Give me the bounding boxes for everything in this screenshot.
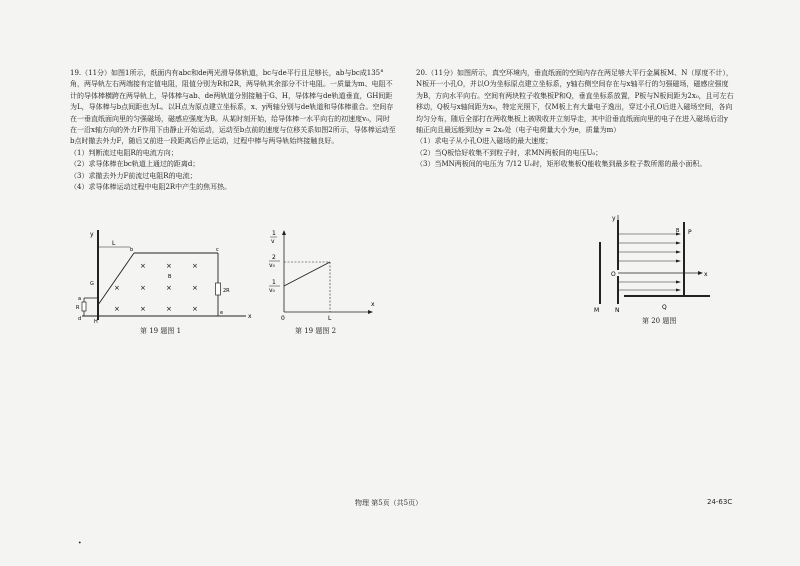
question-19-stem: 19.（11分）如图1所示，纸面内有abc和de两光滑导体轨道，bc与de平行且足够长，ab与bc成135°角，两导轨左右两端接有定值电阻，阻值分别为R和2R，两导轨其余部分不计电阻。一质量为m、电阻不计的导体棒横跨在两导轨上，导体棒与ab、de两轨道分别接触于G、H，导体棒与de轨道垂直，GH间距为L，导体棒与b点间距也为L。以H点为原点建立坐标系，x、y两轴分别与de轨道和导体棒重合。空间存在一垂直纸面向里的匀强磁场，磁感应强度为B。从某时刻开始，给导体棒一水平向右的初速度v₀，同时在一沿x轴方向的外力F作用下由静止开始运动，运动至b点前的速度与位移关系如图2所示，导体棒运动至b点时撤去外力F，随后又前进一段距离后停止运动，过程中棒与两导轨始终接触良好。 — [70, 69, 396, 146]
fig20-label-y: y — [612, 215, 616, 222]
fig1-label-d: d — [78, 316, 82, 322]
fig1-label-e: e — [220, 310, 224, 316]
question-20-part-3: （3）当MN两板间的电压为 7/12 U₀时，矩形收集板Q能收集到最多粒子数所需的最小面积。 — [416, 160, 707, 169]
question-20-part-2: （2）当Q板恰好收集不到粒子时，求MN两板间的电压U₀； — [416, 148, 603, 157]
fig2-yaxis-den: v — [271, 238, 275, 245]
figure-19-1-caption: 第 19 题图 1 — [140, 327, 182, 335]
fig2-yaxis-num: 1 — [272, 230, 276, 237]
fig1-label-a: a — [78, 296, 82, 302]
question-20 — [416, 68, 734, 171]
fig1-label-b: b — [130, 247, 134, 253]
fig20-label-P: P — [688, 229, 692, 236]
question-20-part-1: （1）求电子从小孔O进入磁场的最大速度； — [416, 137, 553, 146]
fig2-upper-num: 2 — [272, 254, 276, 261]
fig1-label-G: G — [90, 281, 94, 287]
fig1-label-c: c — [216, 247, 219, 253]
fig1-field-cross: × — [192, 262, 198, 270]
question-19-part-1: （1）判断流过电阻R的电流方向； — [70, 148, 178, 157]
fig1-label-x: x — [248, 313, 252, 320]
fig20-field-arrow — [676, 289, 681, 292]
page-footer: 物理 第5页（共5页） — [355, 499, 423, 507]
figure-19-2-caption: 第 19 题图 2 — [295, 327, 337, 335]
fig20-field-arrow — [676, 242, 681, 245]
fig1-field-cross: × — [114, 305, 120, 313]
corner-dot: • — [78, 540, 82, 547]
question-19-part-2: （2）求导体棒在bc轨道上通过的距离d； — [70, 160, 200, 169]
fig1-resistor-2R — [216, 283, 221, 295]
fig2-origin: 0 — [281, 315, 285, 322]
fig1-label-L: L — [112, 240, 116, 247]
fig1-rail-ab — [98, 253, 134, 305]
fig20-field-arrow — [676, 281, 681, 284]
fig1-label-H: H — [94, 319, 98, 325]
figure-19-2 — [268, 228, 378, 324]
fig20-label-O: O — [611, 271, 616, 278]
fig20-field-arrow — [676, 260, 681, 263]
fig1-label-y: y — [90, 231, 94, 238]
fig1-label-B: B — [168, 274, 172, 280]
fig2-lower-num: 1 — [272, 279, 276, 286]
fig1-field-cross: × — [140, 305, 146, 313]
fig1-field-cross: × — [166, 262, 172, 270]
fig20-label-N: N — [615, 307, 620, 314]
fig2-data-line — [284, 262, 330, 286]
question-20-stem: 20.（11分）如图所示，真空环境内，垂直纸面的空间内存在两足够大平行金属板M、N（厚度不计），N板开一小孔O，并以O为坐标原点建立坐标系，y轴右侧空间存在与x轴平行的匀强磁场，磁感应强度为B，方向水平向右。空间有两块粒子收集板P和Q，垂直坐标系放置，P板与N板间距为2x₀，且可左右移动，Q板与x轴间距为x₀，特定光照下，仅M板上有大量电子逸出，穿过小孔O后进入磁场空间，各向均匀分布，随后全部打在两收集板上被吸收并立刻导走，其中沿垂直纸面向里的电子在进入磁场后沿y轴正向且最远能到达y = 2x₀处（电子电荷量大小为e，质量为m） — [416, 69, 734, 135]
fig1-field-cross: × — [166, 305, 172, 313]
figure-20 — [588, 212, 724, 316]
question-19-part-3: （3）求撤去外力F前流过电阻R的电流； — [70, 171, 197, 180]
fig1-label-R: R — [76, 305, 80, 311]
exam-code: 24-63C — [707, 498, 733, 506]
fig1-resistor-R — [82, 302, 86, 311]
figure-19-1 — [78, 228, 256, 324]
fig2-y-arrow — [282, 230, 286, 235]
fig1-field-cross: × — [114, 284, 120, 292]
question-19 — [70, 68, 396, 193]
fig1-field-cross: × — [140, 262, 146, 270]
fig2-x-arrow — [368, 310, 373, 314]
fig2-label-L: L — [328, 315, 332, 322]
fig20-field-arrow — [676, 251, 681, 254]
fig1-field-cross: × — [140, 284, 146, 292]
fig20-x-arrow — [698, 271, 703, 275]
fig20-label-x: x — [704, 271, 708, 278]
fig1-field-cross: × — [192, 284, 198, 292]
fig20-label-M: M — [594, 307, 600, 314]
fig2-upper-den: v₀ — [269, 262, 275, 269]
fig20-label-B: B — [676, 228, 680, 234]
fig1-field-cross: × — [166, 284, 172, 292]
fig1-label-2R: 2R — [223, 288, 230, 294]
figure-20-caption: 第 20 题图 — [642, 317, 677, 325]
fig1-field-cross: × — [192, 305, 198, 313]
fig20-label-Q: Q — [662, 304, 667, 311]
fig2-lower-den: v₀ — [269, 287, 275, 294]
fig2-label-x: x — [371, 301, 375, 308]
question-19-part-4: （4）求导体棒运动过程中电阻2R中产生的焦耳热。 — [70, 183, 232, 192]
